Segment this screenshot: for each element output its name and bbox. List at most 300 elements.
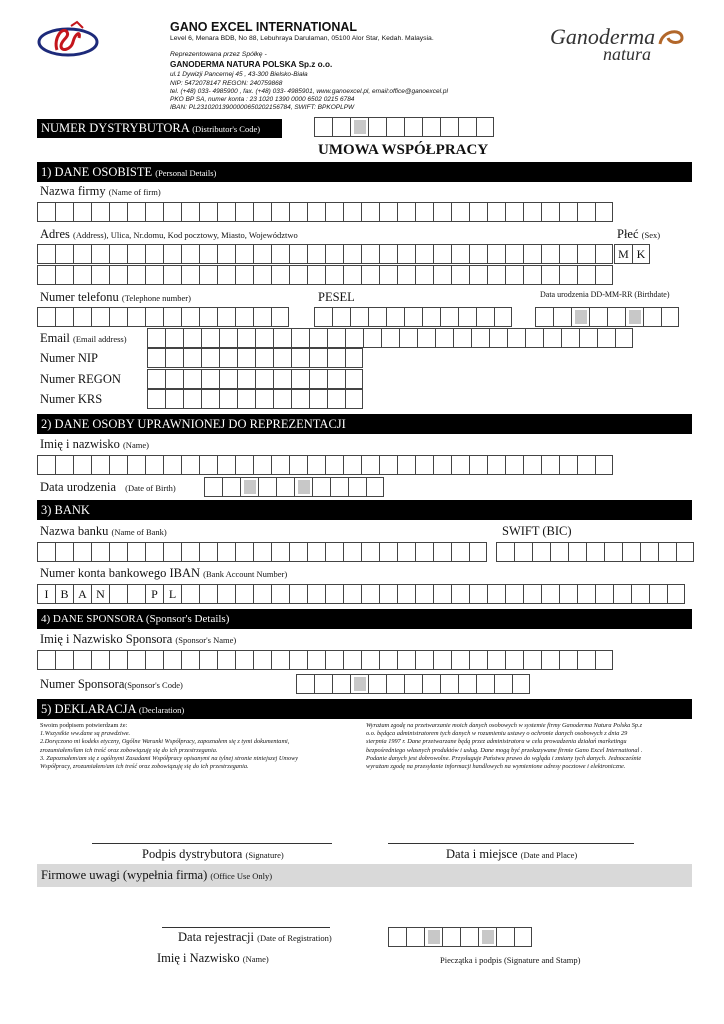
input-box[interactable] bbox=[253, 455, 271, 475]
input-box[interactable] bbox=[397, 542, 415, 562]
input-box[interactable] bbox=[507, 328, 525, 348]
input-box[interactable] bbox=[559, 244, 577, 264]
input-box[interactable] bbox=[386, 674, 404, 694]
input-box[interactable] bbox=[451, 202, 469, 222]
input-box[interactable] bbox=[55, 265, 73, 285]
input-box[interactable] bbox=[415, 244, 433, 264]
input-box[interactable] bbox=[181, 307, 199, 327]
input-box[interactable] bbox=[478, 927, 496, 947]
input-box[interactable] bbox=[595, 244, 613, 264]
input-box[interactable] bbox=[595, 584, 613, 604]
input-box[interactable] bbox=[235, 265, 253, 285]
input-box[interactable] bbox=[327, 389, 345, 409]
input-box[interactable] bbox=[451, 244, 469, 264]
input-box[interactable] bbox=[397, 265, 415, 285]
input-box[interactable] bbox=[291, 348, 309, 368]
input-box[interactable] bbox=[415, 584, 433, 604]
input-box[interactable] bbox=[217, 202, 235, 222]
input-box[interactable] bbox=[217, 307, 235, 327]
input-box[interactable] bbox=[512, 674, 530, 694]
input-box[interactable] bbox=[469, 650, 487, 670]
input-box[interactable] bbox=[165, 348, 183, 368]
input-box[interactable] bbox=[237, 389, 255, 409]
input-box[interactable] bbox=[253, 265, 271, 285]
input-box[interactable] bbox=[253, 202, 271, 222]
input-box[interactable] bbox=[237, 369, 255, 389]
input-box[interactable] bbox=[561, 328, 579, 348]
input-box[interactable] bbox=[145, 244, 163, 264]
input-box[interactable] bbox=[332, 117, 350, 137]
input-box[interactable] bbox=[676, 542, 694, 562]
input-box[interactable] bbox=[559, 650, 577, 670]
registration-date-line[interactable] bbox=[162, 927, 330, 928]
input-box[interactable] bbox=[345, 348, 363, 368]
input-box[interactable] bbox=[237, 348, 255, 368]
input-box[interactable] bbox=[505, 455, 523, 475]
input-box[interactable] bbox=[255, 348, 273, 368]
input-box[interactable] bbox=[312, 477, 330, 497]
input-box[interactable] bbox=[487, 202, 505, 222]
input-box[interactable] bbox=[523, 265, 541, 285]
input-box[interactable] bbox=[496, 542, 514, 562]
input-box[interactable] bbox=[514, 542, 532, 562]
input-box[interactable] bbox=[145, 202, 163, 222]
input-box[interactable] bbox=[183, 348, 201, 368]
input-box[interactable] bbox=[494, 307, 512, 327]
input-box[interactable] bbox=[595, 202, 613, 222]
input-box[interactable] bbox=[523, 244, 541, 264]
input-box[interactable] bbox=[91, 265, 109, 285]
input-box[interactable] bbox=[37, 244, 55, 264]
input-box[interactable] bbox=[109, 650, 127, 670]
input-box[interactable] bbox=[415, 202, 433, 222]
input-box[interactable] bbox=[307, 202, 325, 222]
iban-field[interactable] bbox=[37, 584, 685, 604]
input-box[interactable] bbox=[460, 927, 478, 947]
input-box[interactable] bbox=[489, 328, 507, 348]
input-box[interactable] bbox=[415, 542, 433, 562]
input-box[interactable] bbox=[235, 244, 253, 264]
input-box[interactable] bbox=[343, 202, 361, 222]
input-box[interactable] bbox=[649, 584, 667, 604]
sex-m[interactable]: M bbox=[614, 244, 632, 264]
input-box[interactable] bbox=[361, 202, 379, 222]
input-box[interactable] bbox=[199, 584, 217, 604]
input-box[interactable] bbox=[147, 389, 165, 409]
input-box[interactable] bbox=[271, 244, 289, 264]
input-box[interactable] bbox=[469, 265, 487, 285]
input-box[interactable] bbox=[199, 455, 217, 475]
input-box[interactable] bbox=[571, 307, 589, 327]
input-box[interactable] bbox=[368, 674, 386, 694]
input-box[interactable] bbox=[199, 650, 217, 670]
input-box[interactable] bbox=[291, 389, 309, 409]
input-box[interactable] bbox=[183, 369, 201, 389]
input-box[interactable] bbox=[577, 650, 595, 670]
input-box[interactable] bbox=[440, 307, 458, 327]
input-box[interactable] bbox=[505, 584, 523, 604]
input-box[interactable] bbox=[343, 650, 361, 670]
input-box[interactable] bbox=[127, 265, 145, 285]
input-box[interactable] bbox=[55, 542, 73, 562]
input-box[interactable] bbox=[309, 369, 327, 389]
input-box[interactable] bbox=[127, 202, 145, 222]
input-box[interactable] bbox=[496, 927, 514, 947]
input-box[interactable] bbox=[273, 389, 291, 409]
input-box[interactable] bbox=[361, 455, 379, 475]
input-box[interactable] bbox=[541, 455, 559, 475]
input-box[interactable] bbox=[181, 650, 199, 670]
input-box[interactable] bbox=[325, 650, 343, 670]
input-box[interactable] bbox=[307, 584, 325, 604]
input-box[interactable] bbox=[541, 265, 559, 285]
input-box[interactable] bbox=[487, 455, 505, 475]
input-box[interactable] bbox=[127, 307, 145, 327]
input-box[interactable] bbox=[237, 328, 255, 348]
input-box[interactable] bbox=[523, 202, 541, 222]
input-box[interactable] bbox=[343, 244, 361, 264]
input-box[interactable] bbox=[433, 584, 451, 604]
input-box[interactable] bbox=[361, 542, 379, 562]
input-box[interactable] bbox=[235, 650, 253, 670]
input-box[interactable] bbox=[523, 584, 541, 604]
input-box[interactable] bbox=[289, 202, 307, 222]
input-box[interactable] bbox=[255, 369, 273, 389]
input-box[interactable] bbox=[458, 674, 476, 694]
input-box[interactable] bbox=[640, 542, 658, 562]
swift-field[interactable] bbox=[496, 542, 694, 562]
sex-k[interactable]: K bbox=[632, 244, 650, 264]
input-box[interactable] bbox=[379, 202, 397, 222]
input-box[interactable] bbox=[417, 328, 435, 348]
input-box[interactable] bbox=[469, 244, 487, 264]
input-box[interactable] bbox=[73, 455, 91, 475]
input-box[interactable] bbox=[73, 542, 91, 562]
input-box[interactable] bbox=[55, 202, 73, 222]
input-box[interactable] bbox=[127, 650, 145, 670]
input-box[interactable] bbox=[109, 307, 127, 327]
rep-name-field[interactable] bbox=[37, 455, 613, 475]
input-box[interactable] bbox=[422, 674, 440, 694]
input-box[interactable] bbox=[222, 477, 240, 497]
input-box[interactable] bbox=[314, 307, 332, 327]
input-box[interactable] bbox=[361, 584, 379, 604]
input-box[interactable] bbox=[451, 650, 469, 670]
input-box[interactable] bbox=[240, 477, 258, 497]
input-box[interactable] bbox=[219, 328, 237, 348]
input-box[interactable] bbox=[658, 542, 676, 562]
input-box[interactable] bbox=[597, 328, 615, 348]
input-box[interactable] bbox=[631, 584, 649, 604]
input-box[interactable] bbox=[586, 542, 604, 562]
input-box[interactable] bbox=[541, 584, 559, 604]
sponsor-name-field[interactable] bbox=[37, 650, 613, 670]
input-box[interactable] bbox=[163, 202, 181, 222]
input-box[interactable] bbox=[127, 244, 145, 264]
input-box[interactable] bbox=[309, 348, 327, 368]
input-box[interactable] bbox=[145, 307, 163, 327]
input-box[interactable] bbox=[307, 455, 325, 475]
input-box[interactable] bbox=[163, 455, 181, 475]
input-box[interactable] bbox=[163, 650, 181, 670]
input-box[interactable] bbox=[91, 307, 109, 327]
input-box[interactable] bbox=[379, 650, 397, 670]
input-box[interactable] bbox=[643, 307, 661, 327]
input-box[interactable] bbox=[386, 307, 404, 327]
input-box[interactable] bbox=[327, 348, 345, 368]
input-box[interactable] bbox=[199, 307, 217, 327]
input-box[interactable] bbox=[487, 650, 505, 670]
input-box[interactable] bbox=[332, 307, 350, 327]
input-box[interactable] bbox=[325, 584, 343, 604]
date-place-line[interactable] bbox=[388, 843, 634, 844]
input-box[interactable] bbox=[91, 455, 109, 475]
input-box[interactable] bbox=[91, 650, 109, 670]
input-box[interactable] bbox=[607, 307, 625, 327]
input-box[interactable] bbox=[91, 202, 109, 222]
input-box[interactable] bbox=[343, 584, 361, 604]
input-box[interactable] bbox=[165, 369, 183, 389]
input-box[interactable] bbox=[397, 650, 415, 670]
address-field-row-2[interactable] bbox=[37, 265, 613, 285]
birthdate-field[interactable] bbox=[535, 307, 679, 327]
distributor-signature-line[interactable] bbox=[92, 843, 332, 844]
input-box[interactable] bbox=[217, 650, 235, 670]
input-box[interactable] bbox=[345, 369, 363, 389]
input-box[interactable] bbox=[165, 328, 183, 348]
input-box[interactable] bbox=[217, 542, 235, 562]
input-box[interactable] bbox=[235, 584, 253, 604]
input-box[interactable] bbox=[622, 542, 640, 562]
input-box[interactable] bbox=[255, 389, 273, 409]
input-box[interactable] bbox=[273, 348, 291, 368]
input-box[interactable] bbox=[55, 307, 73, 327]
input-box[interactable] bbox=[667, 584, 685, 604]
input-box[interactable] bbox=[109, 584, 127, 604]
input-box[interactable] bbox=[235, 542, 253, 562]
input-box[interactable] bbox=[37, 307, 55, 327]
input-box[interactable] bbox=[343, 455, 361, 475]
input-box[interactable] bbox=[397, 584, 415, 604]
input-box[interactable] bbox=[181, 244, 199, 264]
address-field-row-1[interactable] bbox=[37, 244, 613, 264]
input-box[interactable] bbox=[397, 455, 415, 475]
input-box[interactable] bbox=[381, 328, 399, 348]
input-box[interactable] bbox=[386, 117, 404, 137]
regon-field[interactable] bbox=[147, 369, 363, 389]
pesel-field[interactable] bbox=[314, 307, 512, 327]
input-box[interactable] bbox=[309, 389, 327, 409]
input-box[interactable] bbox=[625, 307, 643, 327]
input-box[interactable] bbox=[271, 455, 289, 475]
input-box[interactable] bbox=[217, 244, 235, 264]
input-box[interactable] bbox=[568, 542, 586, 562]
input-box[interactable] bbox=[595, 650, 613, 670]
input-box[interactable] bbox=[476, 117, 494, 137]
input-box[interactable] bbox=[433, 265, 451, 285]
input-box[interactable] bbox=[505, 202, 523, 222]
input-box[interactable] bbox=[201, 369, 219, 389]
input-box[interactable] bbox=[487, 584, 505, 604]
input-box[interactable] bbox=[422, 307, 440, 327]
input-box[interactable] bbox=[368, 307, 386, 327]
input-box[interactable] bbox=[289, 455, 307, 475]
input-box[interactable] bbox=[451, 455, 469, 475]
input-box[interactable] bbox=[615, 328, 633, 348]
input-box[interactable] bbox=[235, 455, 253, 475]
input-box[interactable] bbox=[613, 584, 631, 604]
input-box[interactable] bbox=[458, 307, 476, 327]
input-box[interactable] bbox=[505, 650, 523, 670]
input-box[interactable] bbox=[199, 244, 217, 264]
input-box[interactable] bbox=[127, 455, 145, 475]
sex-checkboxes[interactable] bbox=[614, 244, 650, 264]
input-box[interactable] bbox=[109, 455, 127, 475]
input-box[interactable] bbox=[109, 202, 127, 222]
input-box[interactable] bbox=[476, 307, 494, 327]
input-box[interactable] bbox=[487, 244, 505, 264]
input-box[interactable] bbox=[345, 389, 363, 409]
input-box[interactable] bbox=[577, 244, 595, 264]
input-box[interactable] bbox=[325, 202, 343, 222]
input-box[interactable] bbox=[37, 202, 55, 222]
input-box[interactable] bbox=[271, 307, 289, 327]
input-box[interactable] bbox=[253, 650, 271, 670]
input-box[interactable] bbox=[379, 584, 397, 604]
input-box[interactable] bbox=[201, 328, 219, 348]
input-box[interactable] bbox=[109, 542, 127, 562]
input-box[interactable] bbox=[253, 542, 271, 562]
input-box[interactable] bbox=[325, 542, 343, 562]
input-box[interactable] bbox=[379, 455, 397, 475]
input-box[interactable] bbox=[271, 650, 289, 670]
input-box[interactable] bbox=[314, 674, 332, 694]
sponsor-code-field[interactable] bbox=[296, 674, 530, 694]
input-box[interactable] bbox=[181, 542, 199, 562]
input-box[interactable] bbox=[404, 674, 422, 694]
input-box[interactable] bbox=[532, 542, 550, 562]
input-box[interactable] bbox=[181, 584, 199, 604]
input-box[interactable] bbox=[451, 265, 469, 285]
input-box[interactable] bbox=[163, 244, 181, 264]
input-box[interactable] bbox=[505, 265, 523, 285]
input-box[interactable] bbox=[379, 244, 397, 264]
input-box[interactable] bbox=[253, 584, 271, 604]
input-box[interactable] bbox=[415, 455, 433, 475]
input-box[interactable] bbox=[307, 265, 325, 285]
input-box[interactable] bbox=[505, 244, 523, 264]
input-box[interactable] bbox=[440, 117, 458, 137]
input-box[interactable] bbox=[109, 244, 127, 264]
input-box[interactable] bbox=[577, 202, 595, 222]
input-box[interactable] bbox=[433, 455, 451, 475]
input-box[interactable] bbox=[37, 455, 55, 475]
input-box[interactable] bbox=[145, 542, 163, 562]
input-box[interactable] bbox=[589, 307, 607, 327]
input-box[interactable] bbox=[271, 542, 289, 562]
input-box[interactable] bbox=[55, 650, 73, 670]
input-box[interactable] bbox=[271, 265, 289, 285]
input-box[interactable] bbox=[289, 265, 307, 285]
input-box[interactable] bbox=[469, 542, 487, 562]
input-box[interactable] bbox=[91, 244, 109, 264]
input-box[interactable] bbox=[199, 202, 217, 222]
input-box[interactable] bbox=[73, 307, 91, 327]
input-box[interactable] bbox=[127, 584, 145, 604]
firm-name-field[interactable] bbox=[37, 202, 613, 222]
input-box[interactable] bbox=[350, 674, 368, 694]
input-box[interactable] bbox=[388, 927, 406, 947]
input-box[interactable] bbox=[361, 244, 379, 264]
input-box[interactable] bbox=[433, 650, 451, 670]
input-box[interactable] bbox=[289, 584, 307, 604]
input-box[interactable] bbox=[350, 307, 368, 327]
input-box[interactable] bbox=[163, 265, 181, 285]
input-box[interactable] bbox=[307, 244, 325, 264]
input-box[interactable] bbox=[55, 244, 73, 264]
input-box[interactable] bbox=[235, 202, 253, 222]
input-box[interactable] bbox=[273, 369, 291, 389]
input-box[interactable] bbox=[183, 389, 201, 409]
input-box[interactable] bbox=[37, 542, 55, 562]
input-box[interactable] bbox=[294, 477, 312, 497]
input-box[interactable] bbox=[424, 927, 442, 947]
input-box[interactable] bbox=[253, 307, 271, 327]
input-box[interactable] bbox=[550, 542, 568, 562]
input-box[interactable] bbox=[543, 328, 561, 348]
input-box[interactable] bbox=[73, 244, 91, 264]
input-box[interactable] bbox=[235, 307, 253, 327]
bank-name-field[interactable] bbox=[37, 542, 487, 562]
input-box[interactable] bbox=[397, 244, 415, 264]
input-box[interactable] bbox=[404, 307, 422, 327]
input-box[interactable] bbox=[559, 455, 577, 475]
input-box[interactable] bbox=[219, 389, 237, 409]
phone-field[interactable] bbox=[37, 307, 289, 327]
input-box[interactable] bbox=[661, 307, 679, 327]
input-box[interactable] bbox=[199, 542, 217, 562]
input-box[interactable] bbox=[255, 328, 273, 348]
krs-field[interactable] bbox=[147, 389, 363, 409]
input-box[interactable] bbox=[271, 202, 289, 222]
input-box[interactable] bbox=[350, 117, 368, 137]
input-box[interactable] bbox=[291, 328, 309, 348]
input-box[interactable] bbox=[37, 265, 55, 285]
input-box[interactable] bbox=[361, 265, 379, 285]
input-box[interactable] bbox=[579, 328, 597, 348]
input-box[interactable] bbox=[147, 348, 165, 368]
input-box[interactable] bbox=[145, 265, 163, 285]
input-box[interactable] bbox=[183, 328, 201, 348]
input-box[interactable] bbox=[435, 328, 453, 348]
input-box[interactable] bbox=[199, 265, 217, 285]
input-box[interactable] bbox=[523, 455, 541, 475]
input-box[interactable] bbox=[291, 369, 309, 389]
input-box[interactable] bbox=[289, 542, 307, 562]
input-box[interactable] bbox=[523, 650, 541, 670]
input-box[interactable] bbox=[577, 265, 595, 285]
input-box[interactable] bbox=[73, 650, 91, 670]
input-box[interactable] bbox=[163, 307, 181, 327]
input-box[interactable] bbox=[433, 542, 451, 562]
input-box[interactable] bbox=[325, 265, 343, 285]
input-box[interactable] bbox=[271, 584, 289, 604]
input-box[interactable] bbox=[217, 455, 235, 475]
input-box[interactable] bbox=[595, 265, 613, 285]
input-box[interactable] bbox=[307, 542, 325, 562]
input-box[interactable] bbox=[181, 265, 199, 285]
input-box[interactable] bbox=[181, 455, 199, 475]
